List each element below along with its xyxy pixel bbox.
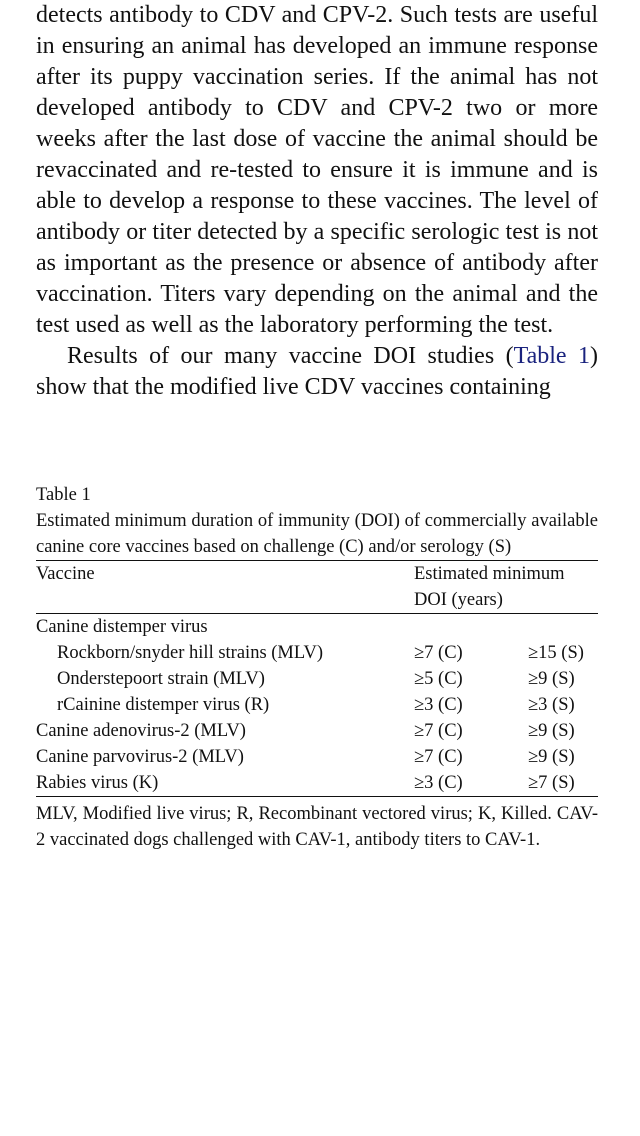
table-row <box>36 640 598 666</box>
table-row <box>36 770 598 796</box>
table-row <box>36 744 598 770</box>
header-doi-line1: Estimated minimum <box>414 564 565 584</box>
cell-serology: ≥3 (S) <box>528 695 575 715</box>
cell-serology: ≥15 (S) <box>528 643 584 663</box>
cell-vaccine: Canine distemper virus <box>36 617 208 637</box>
cell-vaccine: Canine adenovirus-2 (MLV) <box>36 721 246 741</box>
table-caption: Estimated minimum duration of immunity (DOI) of commercially available canine core vaccines based on challenge (C) and/or serology (S) <box>36 511 598 557</box>
cell-vaccine: Rockborn/snyder hill strains (MLV) <box>57 643 324 663</box>
paragraph-2 <box>36 341 598 403</box>
table-footnote: MLV, Modified live virus; R, Recombinant vectored virus; K, Killed. CAV-2 vaccinated dogs challenged with CAV-1, antibody titers to CAV-1. <box>36 804 598 850</box>
cell-challenge: ≥7 (C) <box>414 747 463 767</box>
table-row <box>36 718 598 744</box>
header-doi <box>414 561 598 613</box>
cell-challenge: ≥5 (C) <box>414 669 463 689</box>
cell-challenge: ≥3 (C) <box>414 773 463 793</box>
cell-vaccine: Rabies virus (K) <box>36 773 159 793</box>
cell-vaccine: rCainine distemper virus (R) <box>57 695 270 715</box>
table-row <box>36 614 598 640</box>
table-label: Table 1 <box>36 485 91 505</box>
table-1-link[interactable]: Table 1 <box>513 343 590 369</box>
table-row <box>36 692 598 718</box>
paragraph-2-after: ) show that the modified live CDV vaccines containing <box>36 343 598 400</box>
cell-serology: ≥7 (S) <box>528 773 575 793</box>
cell-challenge: ≥3 (C) <box>414 695 463 715</box>
cell-serology <box>528 614 598 640</box>
header-doi-line2: DOI (years) <box>414 590 503 610</box>
cell-challenge <box>414 614 528 640</box>
table-1 <box>36 482 598 853</box>
table-row <box>36 666 598 692</box>
cell-challenge: ≥7 (C) <box>414 643 463 663</box>
cell-serology: ≥9 (S) <box>528 721 575 741</box>
cell-serology: ≥9 (S) <box>528 747 575 767</box>
paragraph-1: detects antibody to CDV and CPV-2. Such tests are useful in ensuring an animal has developed an immune response after its puppy vaccination series. If the animal has not developed antibody to CDV and CPV-2 two or more weeks after the last dose of vaccine the animal should be revaccinated and re-tested to ensure it is immune and is able to develop a response to these vaccines. The level of antibody or titer detected by a specific serologic test is not as important as the presence or absence of antibody after vaccination. Titers vary depending on the animal and the test used as well as the laboratory performing the test. <box>36 2 598 338</box>
article-page <box>36 0 598 850</box>
doi-table <box>36 561 598 796</box>
cell-serology: ≥9 (S) <box>528 669 575 689</box>
body-text <box>36 0 598 403</box>
table-header-row <box>36 561 598 613</box>
cell-vaccine: Canine parvovirus-2 (MLV) <box>36 747 244 767</box>
paragraph-2-before: Results of our many vaccine DOI studies ( <box>67 343 514 369</box>
header-vaccine: Vaccine <box>36 564 95 584</box>
cell-challenge: ≥7 (C) <box>414 721 463 741</box>
cell-vaccine: Onderstepoort strain (MLV) <box>57 669 265 689</box>
